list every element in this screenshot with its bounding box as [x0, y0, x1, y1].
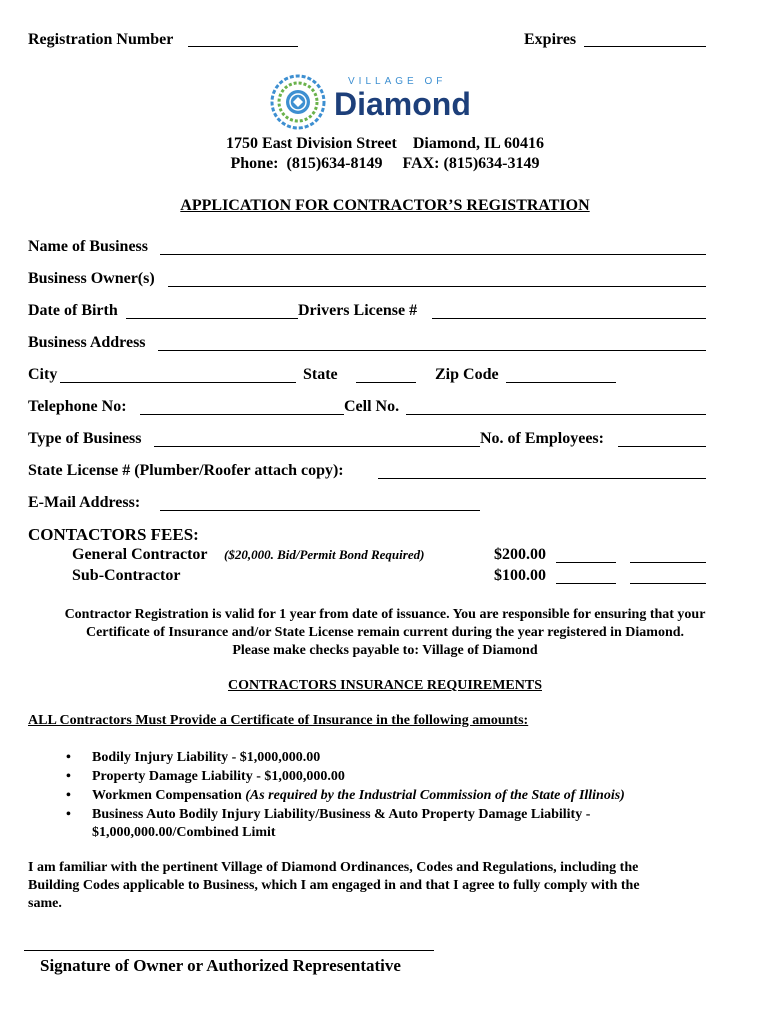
list-bullet: • [66, 788, 71, 803]
signature-field[interactable] [24, 950, 434, 951]
name-of-business-label: Name of Business [28, 238, 149, 255]
form-title: APPLICATION FOR CONTRACTOR’S REGISTRATION [180, 197, 590, 214]
village-logo [270, 74, 490, 130]
signature-label: Signature of Owner or Authorized Representative [40, 956, 401, 975]
list-bullet: • [66, 769, 71, 784]
business-address-field[interactable] [158, 350, 706, 351]
no-of-employees-label: No. of Employees: [480, 430, 604, 447]
logo-village-of-text: VILLAGE OF [348, 76, 447, 87]
notice-line-3: Please make checks payable to: Village of Diamond [232, 643, 538, 658]
email-field[interactable] [160, 510, 480, 511]
name-of-business-field[interactable] [160, 254, 706, 255]
expires-field[interactable] [584, 46, 706, 47]
general-contractor-note: ($20,000. Bid/Permit Bond Required) [224, 547, 425, 562]
type-of-business-label: Type of Business [28, 430, 142, 447]
insurance-intro: ALL Contractors Must Provide a Certificate of Insurance in the following amounts: [28, 713, 529, 728]
no-of-employees-field[interactable] [618, 446, 706, 447]
drivers-license-label: Drivers License # [298, 302, 418, 319]
drivers-license-field[interactable] [432, 318, 706, 319]
zip-code-field[interactable] [506, 382, 616, 383]
registration-number-field[interactable] [188, 46, 298, 47]
notice-line-2: Certificate of Insurance and/or State License remain current during the year registered in Diamond. [85, 625, 685, 640]
date-of-birth-field[interactable] [126, 318, 298, 319]
address-line-1: 1750 East Division Street Diamond, IL 60416 [226, 135, 544, 152]
zip-code-label: Zip Code [435, 366, 499, 383]
workmen-compensation-text: Workmen Compensation [92, 788, 242, 803]
date-of-birth-label: Date of Birth [28, 302, 118, 319]
list-item: Property Damage Liability - $1,000,000.00 [92, 769, 345, 784]
cell-label: Cell No. [344, 398, 400, 415]
general-contractor-field-1[interactable] [556, 562, 616, 563]
logo-name-text: Diamond [334, 86, 471, 122]
agreement-line-1: I am familiar with the pertinent Village of Diamond Ordinances, Codes and Regulations, including the [28, 860, 639, 875]
type-of-business-field[interactable] [154, 446, 480, 447]
insurance-heading: CONTRACTORS INSURANCE REQUIREMENTS [227, 678, 542, 693]
list-bullet: • [66, 750, 71, 765]
email-label: E-Mail Address: [28, 494, 141, 511]
list-bullet: • [66, 807, 71, 822]
state-label: State [303, 366, 338, 383]
city-field[interactable] [60, 382, 296, 383]
state-license-label: State License # (Plumber/Roofer attach copy): [28, 462, 344, 479]
general-contractor-label: General Contractor [72, 546, 208, 563]
list-item-continuation: $1,000,000.00/Combined Limit [92, 825, 276, 840]
sub-contractor-field-1[interactable] [556, 583, 616, 584]
fees-heading: CONTACTORS FEES: [28, 525, 199, 544]
sub-contractor-field-2[interactable] [630, 583, 706, 584]
business-owners-field[interactable] [168, 286, 706, 287]
cell-field[interactable] [406, 414, 706, 415]
notice-line-1: Contractor Registration is valid for 1 year from date of issuance. You are responsible for ensuring that your [64, 607, 706, 622]
business-address-label: Business Address [28, 334, 146, 351]
telephone-field[interactable] [140, 414, 344, 415]
workmen-compensation-note: (As required by the Industrial Commission of the State of Illinois) [245, 788, 625, 803]
general-contractor-field-2[interactable] [630, 562, 706, 563]
state-license-field[interactable] [378, 478, 706, 479]
registration-number-label: Registration Number [28, 31, 174, 48]
list-item [92, 787, 625, 805]
business-owners-label: Business Owner(s) [28, 270, 155, 287]
expires-label: Expires [524, 31, 577, 48]
sub-contractor-amount: $100.00 [494, 567, 546, 584]
agreement-line-2: Building Codes applicable to Business, which I am engaged in and that I agree to fully comply with the [28, 878, 640, 893]
state-field[interactable] [356, 382, 416, 383]
city-label: City [28, 366, 58, 383]
list-item: Business Auto Bodily Injury Liability/Business & Auto Property Damage Liability - [92, 807, 591, 822]
list-item: Bodily Injury Liability - $1,000,000.00 [92, 750, 321, 765]
agreement-line-3: same. [28, 896, 62, 911]
sub-contractor-label: Sub-Contractor [72, 567, 181, 584]
telephone-label: Telephone No: [28, 398, 127, 415]
address-line-2: Phone: (815)634-8149 FAX: (815)634-3149 [230, 155, 540, 172]
diamond-seal-icon [270, 74, 326, 130]
general-contractor-amount: $200.00 [494, 546, 546, 563]
